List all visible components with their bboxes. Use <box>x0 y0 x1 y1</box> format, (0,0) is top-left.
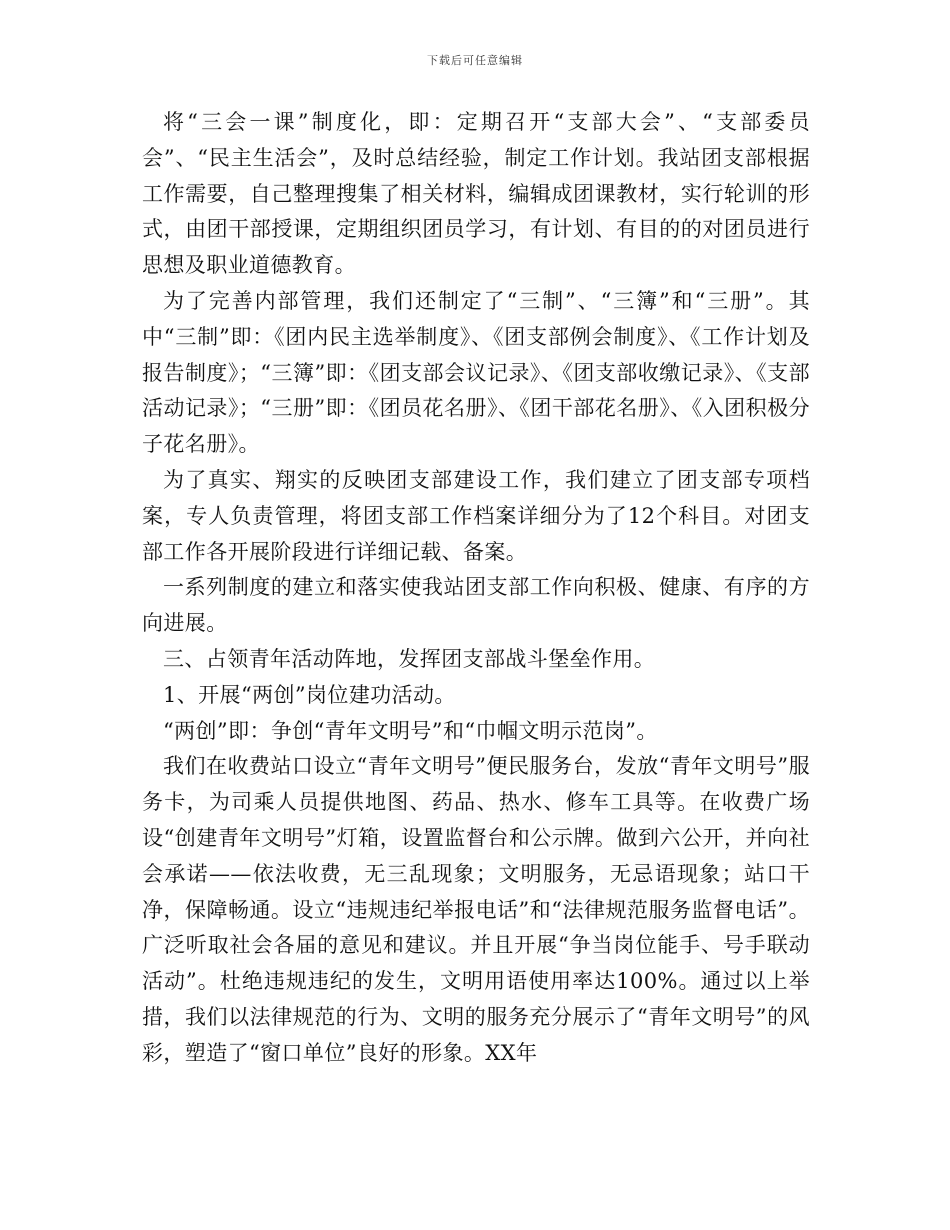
subheading-two-creations: 1、开展“两创”岗位建功活动。 <box>163 682 456 707</box>
document-body <box>142 105 810 1072</box>
section-heading-three: 三、占领青年活动阵地，发挥团支部战斗堡垒作用。 <box>163 646 656 671</box>
paragraph-internal-management: 为了完善内部管理，我们还制定了“三制”、“三簿”和“三册”。其中“三制”即：《团内民主选举制度》、《团支部例会制度》、《工作计划及报告制度》；“三簿”即：《团支部会议记录》、《团支部收缴记录》、《支部活动记录》；“三册”即：《团员花名册》、《团干部花名册》、《入团积极分子花名册》。 <box>142 288 810 457</box>
paragraph-system-summary: 一系列制度的建立和落实使我站团支部工作向积极、健康、有序的方向进展。 <box>142 575 810 636</box>
paragraph-three-meetings: 将“三会一课”制度化，即：定期召开“支部大会”、“支部委员会”、“民主生活会”，及时总结经验，制定工作计划。我站团支部根据工作需要，自己整理搜集了相关材料，编辑成团课教材，实行轮训的形式，由团干部授课，定期组织团员学习，有计划、有目的的对团员进行思想及职业道德教育。 <box>142 110 810 278</box>
paragraph-service-measures: 我们在收费站口设立“青年文明号”便民服务台，发放“青年文明号”服务卡，为司乘人员提供地图、药品、热水、修车工具等。在收费广场设“创建青年文明号”灯箱，设置监督台和公示牌。做到六公开，并向社会承诺——依法收费，无三乱现象；文明服务，无忌语现象；站口干净，保障畅通。设立“违规违纪举报电话”和“法律规范服务监督电话”。广泛听取社会各届的意见和建议。并且开展“争当岗位能手、号手联动活动”。杜绝违规违纪的发生，文明用语使用率达100%。通过以上举措，我们以法律规范的行为、文明的服务充分展示了“青年文明号”的风彩，塑造了“窗口单位”良好的形象。XX年 <box>142 754 810 1065</box>
page-header: 下载后可任意编辑 <box>427 54 523 67</box>
paragraph-two-creations-definition: “两创”即：争创“青年文明号”和“巾帼文明示范岗”。 <box>163 718 658 743</box>
paragraph-archives: 为了真实、翔实的反映团支部建设工作，我们建立了团支部专项档案，专人负责管理，将团支部工作档案详细分为了12个科目。对团支部工作各开展阶段进行详细记载、备案。 <box>142 467 810 564</box>
